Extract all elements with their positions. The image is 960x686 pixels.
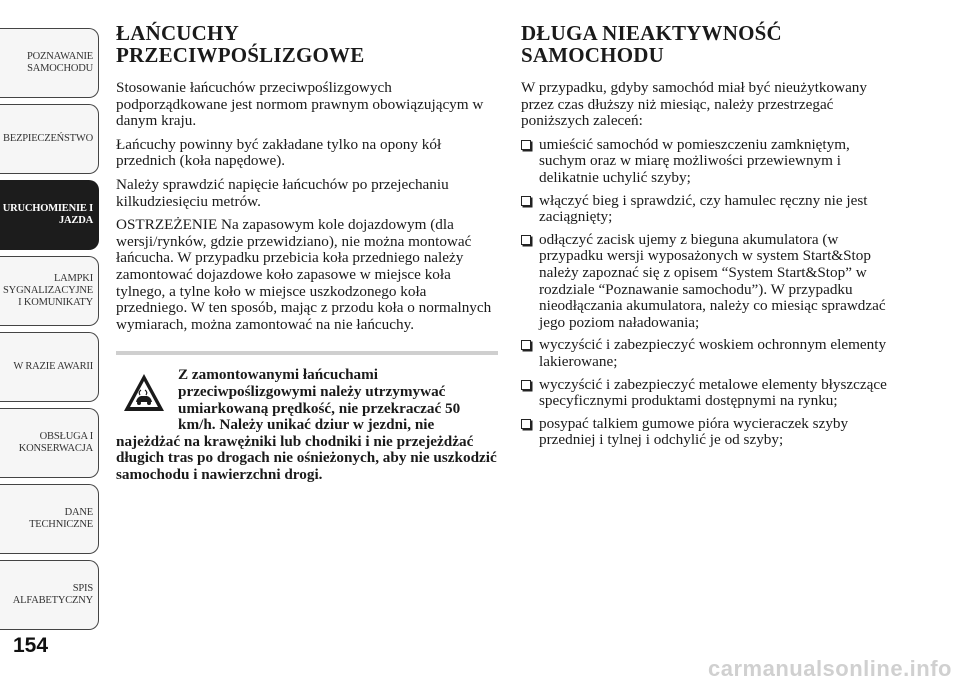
paragraph: Należy sprawdzić napięcie łańcuchów po przejechaniu kilkudziesięciu metrów. bbox=[116, 175, 449, 210]
list-item: włączyć bieg i sprawdzić, czy hamulec ręczny nie jest zaciągnięty; bbox=[521, 193, 899, 226]
list-item: wyczyścić i zabezpieczyć metalowe elementy błyszczące specyficznymi produktami dostępnymi na rynku; bbox=[521, 377, 899, 410]
recommendation-list bbox=[521, 137, 899, 449]
section-title: ŁAŃCUCHY PRZECIWPOŚLIZGOWE bbox=[116, 21, 365, 67]
watermark: carmanualsonline.info bbox=[708, 656, 952, 681]
tab-w-razie-awarii[interactable]: W RAZIE AWARII bbox=[0, 332, 99, 402]
tab-uruchomienie-i-jazda[interactable]: URUCHOMIENIE I JAZDA bbox=[0, 180, 99, 250]
list-item: umieścić samochód w pomieszczeniu zamkniętym, suchym oraz w miarę możliwości przewiewnym i delikatnie uchylić szyby; bbox=[521, 137, 899, 187]
list-item: wyczyścić i zabezpieczyć woskiem ochronnym elementy lakierowane; bbox=[521, 337, 899, 370]
checkbox-bullet-icon bbox=[521, 140, 531, 150]
snow-chains-section bbox=[116, 22, 498, 483]
page-number: 154 bbox=[13, 634, 49, 657]
checkbox-bullet-icon bbox=[521, 380, 531, 390]
tab-obsluga-i-konserwacja[interactable]: OBSŁUGA I KONSERWACJA bbox=[0, 408, 99, 478]
paragraph: Stosowanie łańcuchów przeciwpoślizgowych podporządkowane jest normom prawnym obowiązującym w danym kraju. bbox=[116, 79, 484, 130]
tab-bezpieczenstwo[interactable]: BEZPIECZEŃSTWO bbox=[0, 104, 99, 174]
list-item: posypać talkiem gumowe pióra wycieraczek szyby przedniej i tylnej i odchylić je od szyby; bbox=[521, 416, 899, 449]
checkbox-bullet-icon bbox=[521, 419, 531, 429]
tab-spis-alfabetyczny[interactable]: SPIS ALFABETYCZNY bbox=[0, 560, 99, 630]
long-inactivity-section bbox=[521, 22, 899, 455]
tab-dane-techniczne[interactable]: DANE TECHNICZNE bbox=[0, 484, 99, 554]
checkbox-bullet-icon bbox=[521, 235, 531, 245]
intro-paragraph: W przypadku, gdyby samochód miał być nieużytkowany przez czas dłuższy niż miesiąc, należy przestrzegać poniższych zaleceń: bbox=[521, 79, 867, 130]
warning-text: Z zamontowanymi łańcuchami przeciwpoślizgowymi należy utrzymywać umiarkowaną prędkość, nie przekraczać 50 km/h. Należy unikać dziur w jezdni, nie najeżdżać na krawężniki lub chodniki i nie przejeżdżać długich tras po drogach nie ośnieżonych, aby nie uszkodzić samochodu i nawierzchni drogi. bbox=[116, 366, 497, 483]
warning-triangle-car-icon bbox=[122, 371, 166, 415]
caution-paragraph: OSTRZEŻENIE Na zapasowym kole dojazdowym (dla wersji/rynków, gdzie przewidziano), nie można montować łańcucha. W przypadku przebicia koła przedniego należy zamontować dojazdowe koło zapasowe w miejsce koła tylnego, a tylne koło w miejsce uszkodzonego koła przedniego. W ten sposób, mając z przodu koła o normalnych wymiarach, można zamontować na nie łańcuchy. bbox=[116, 216, 492, 333]
checkbox-bullet-icon bbox=[521, 340, 531, 350]
paragraph: Łańcuchy powinny być zakładane tylko na opony kół przednich (koła napędowe). bbox=[116, 135, 442, 170]
divider bbox=[116, 351, 498, 355]
tab-poznawanie-samochodu[interactable]: POZNAWANIE SAMOCHODU bbox=[0, 28, 99, 98]
warning-box bbox=[116, 367, 498, 483]
checkbox-bullet-icon bbox=[521, 196, 531, 206]
list-item: odłączyć zacisk ujemy z bieguna akumulatora (w przypadku wersji wyposażonych w system Start&Stop należy zapoznać się z opisem “System Start&Stop” w rozdziale “Poznawanie samochodu”). W przypadku nieodłączania akumulatora, należy co miesiąc sprawdzać jego poziom naładowania; bbox=[521, 232, 899, 332]
tab-lampki-sygnalizacyjne[interactable]: LAMPKI SYGNALIZACYJNE I KOMUNIKATY bbox=[0, 256, 99, 326]
section-title: DŁUGA NIEAKTYWNOŚĆ SAMOCHODU bbox=[521, 21, 782, 67]
